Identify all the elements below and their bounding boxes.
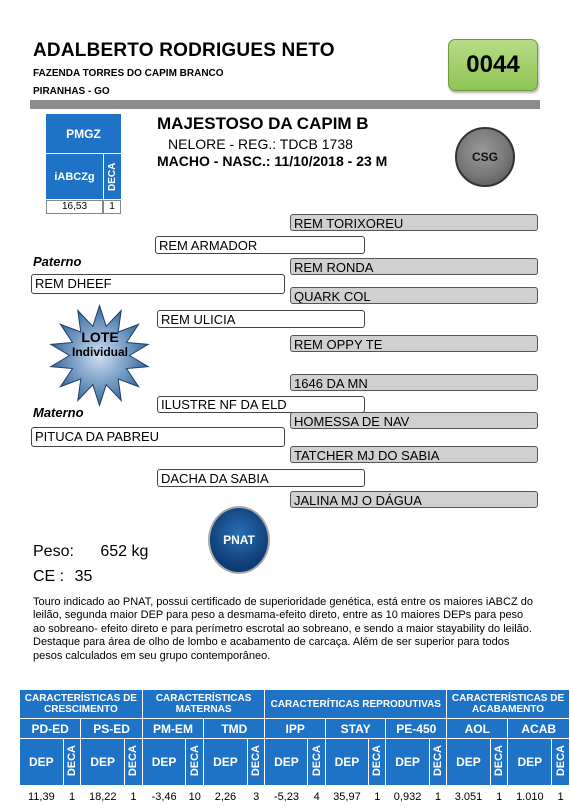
deca-value: 1 xyxy=(369,786,386,809)
index-label: iABCZg xyxy=(46,154,103,199)
dep-value: -5,23 xyxy=(265,786,308,809)
pnat-badge-icon: PNAT xyxy=(208,506,270,574)
index-box xyxy=(46,114,121,214)
trait-header: AOL xyxy=(447,719,508,739)
deca-subheader-label: DECA xyxy=(310,744,323,777)
trait-header: STAY xyxy=(325,719,386,739)
pedigree-dsd: HOMESSA DE NAV xyxy=(290,412,538,429)
deca-subheader-label: DECA xyxy=(493,744,506,777)
pedigree-sdd: REM OPPY TE xyxy=(290,335,538,352)
dep-subheader: DEP xyxy=(325,739,368,786)
pedigree-dds: TATCHER MJ DO SABIA xyxy=(290,446,538,463)
dep-subheader: DEP xyxy=(20,739,64,786)
pedigree-dd: DACHA DA SABIA xyxy=(157,469,365,487)
pedigree-sss: REM TORIXOREU xyxy=(290,214,538,231)
dep-value: 11,39 xyxy=(20,786,64,809)
deca-value: 10 xyxy=(186,786,204,809)
breed-registration: NELORE - REG.: TDCB 1738 xyxy=(168,136,353,152)
dep-value: 3.051 xyxy=(447,786,491,809)
dep-subheader: DEP xyxy=(204,739,248,786)
ce-label: CE : xyxy=(33,568,65,585)
pedigree-ds: ILUSTRE NF DA ELD xyxy=(157,396,365,413)
animal-name: MAJESTOSO DA CAPIM B xyxy=(157,114,369,133)
csg-badge-icon: CSG xyxy=(455,127,515,187)
pedigree-sd: REM ULICIA xyxy=(157,310,365,328)
deca-subheader-label: DECA xyxy=(554,744,567,777)
deca-value: 3 xyxy=(247,786,265,809)
pedigree-ssd: REM RONDA xyxy=(290,258,538,275)
deca-subheader-label: DECA xyxy=(250,744,263,777)
deca-subheader xyxy=(186,739,204,786)
farm-name: FAZENDA TORRES DO CAPIM BRANCO xyxy=(33,68,224,79)
lote-label: LOTE xyxy=(81,329,119,345)
trait-header: PM-EM xyxy=(142,719,203,739)
trait-header: IPP xyxy=(265,719,325,739)
dep-subheader: DEP xyxy=(386,739,429,786)
deca-subheader xyxy=(369,739,386,786)
dep-value: 2,26 xyxy=(204,786,248,809)
pedigree-sds: QUARK COL xyxy=(290,287,538,304)
description: Touro indicado ao PNAT, possui certificado de superioridade genética, está entre os maiores iABCZ do leilão, segunda maior DEP para peso a desmama-efeito direto, entre as 10 maiores DEPs para peso ao sobreano- efeito direto e para perímetro escrotal ao sobreano, e sendo a maior stayability do leilão. Destaque para área de olho de lombo e acabamento de carcaça. Além de ser superior para todos pesos calculados em seu grupo contemporâneo. xyxy=(33,596,533,662)
group-header: CARACTERÍSTICAS MATERNAS xyxy=(142,690,265,719)
weight-label: Peso: xyxy=(33,543,74,560)
dep-value: 0,932 xyxy=(386,786,429,809)
deca-value: 4 xyxy=(308,786,325,809)
trait-header: PD-ED xyxy=(20,719,81,739)
pedigree-dss: 1646 DA MN xyxy=(290,374,538,391)
trait-header: ACAB xyxy=(508,719,570,739)
dep-subheader: DEP xyxy=(447,739,491,786)
pedigree-dam: PITUCA DA PABREU xyxy=(31,427,285,447)
lote-sub-label: Individual xyxy=(71,345,128,359)
deca-value: 1 xyxy=(552,786,570,809)
deca-subheader xyxy=(308,739,325,786)
dep-subheader: DEP xyxy=(265,739,308,786)
ce-value: 35 xyxy=(74,568,93,585)
maternal-label: Materno xyxy=(33,405,84,420)
deca-value: 1 xyxy=(125,786,143,809)
dep-subheader: DEP xyxy=(508,739,552,786)
weight xyxy=(33,543,148,561)
deca-subheader-label: DECA xyxy=(66,744,79,777)
deca-subheader-label: DECA xyxy=(431,744,444,777)
trait-header: PE-450 xyxy=(386,719,447,739)
deca-value: 1 xyxy=(63,786,81,809)
deca-subheader xyxy=(490,739,508,786)
deca-subheader-label: DECA xyxy=(371,744,384,777)
trait-header: TMD xyxy=(204,719,265,739)
header-divider xyxy=(30,100,540,109)
dep-value: 1.010 xyxy=(508,786,552,809)
group-header: CARACTERÍSTICAS DE ACABAMENTO xyxy=(447,690,570,719)
dep-value: 18,22 xyxy=(81,786,125,809)
index-deca-value: 1 xyxy=(103,200,121,214)
pedigree-ddd: JALINA MJ O DÁGUA xyxy=(290,491,538,508)
pedigree-ss: REM ARMADOR xyxy=(155,236,365,254)
city: PIRANHAS - GO xyxy=(33,86,110,97)
sex-birth: MACHO - NASC.: 11/10/2018 - 23 M xyxy=(157,153,388,169)
lote-badge xyxy=(65,330,135,360)
owner-name: ADALBERTO RODRIGUES NETO xyxy=(33,40,335,61)
trait-header: PS-ED xyxy=(81,719,142,739)
index-box-title: PMGZ xyxy=(46,114,121,153)
dep-table xyxy=(19,689,570,809)
deca-subheader-label: DECA xyxy=(188,744,201,777)
paternal-label: Paterno xyxy=(33,254,82,269)
pedigree-sire: REM DHEEF xyxy=(31,274,285,294)
deca-subheader xyxy=(429,739,446,786)
index-value: 16,53 xyxy=(46,200,103,214)
scrotal-circumference xyxy=(33,568,92,586)
dep-value: -3,46 xyxy=(142,786,186,809)
dep-subheader: DEP xyxy=(142,739,186,786)
deca-subheader-label: DECA xyxy=(127,744,140,777)
deca-value: 1 xyxy=(490,786,508,809)
deca-subheader xyxy=(125,739,143,786)
deca-value: 1 xyxy=(429,786,446,809)
dep-value: 35,97 xyxy=(325,786,368,809)
lot-number-badge: 0044 xyxy=(448,39,538,91)
dep-subheader: DEP xyxy=(81,739,125,786)
group-header: CARACTERÍTICAS REPRODUTIVAS xyxy=(265,690,447,719)
deca-subheader xyxy=(63,739,81,786)
deca-subheader xyxy=(247,739,265,786)
index-deca-label: DECA xyxy=(104,154,121,199)
group-header: CARACTERÍSTICAS DE CRESCIMENTO xyxy=(20,690,143,719)
deca-subheader xyxy=(552,739,570,786)
weight-value: 652 kg xyxy=(100,543,149,560)
